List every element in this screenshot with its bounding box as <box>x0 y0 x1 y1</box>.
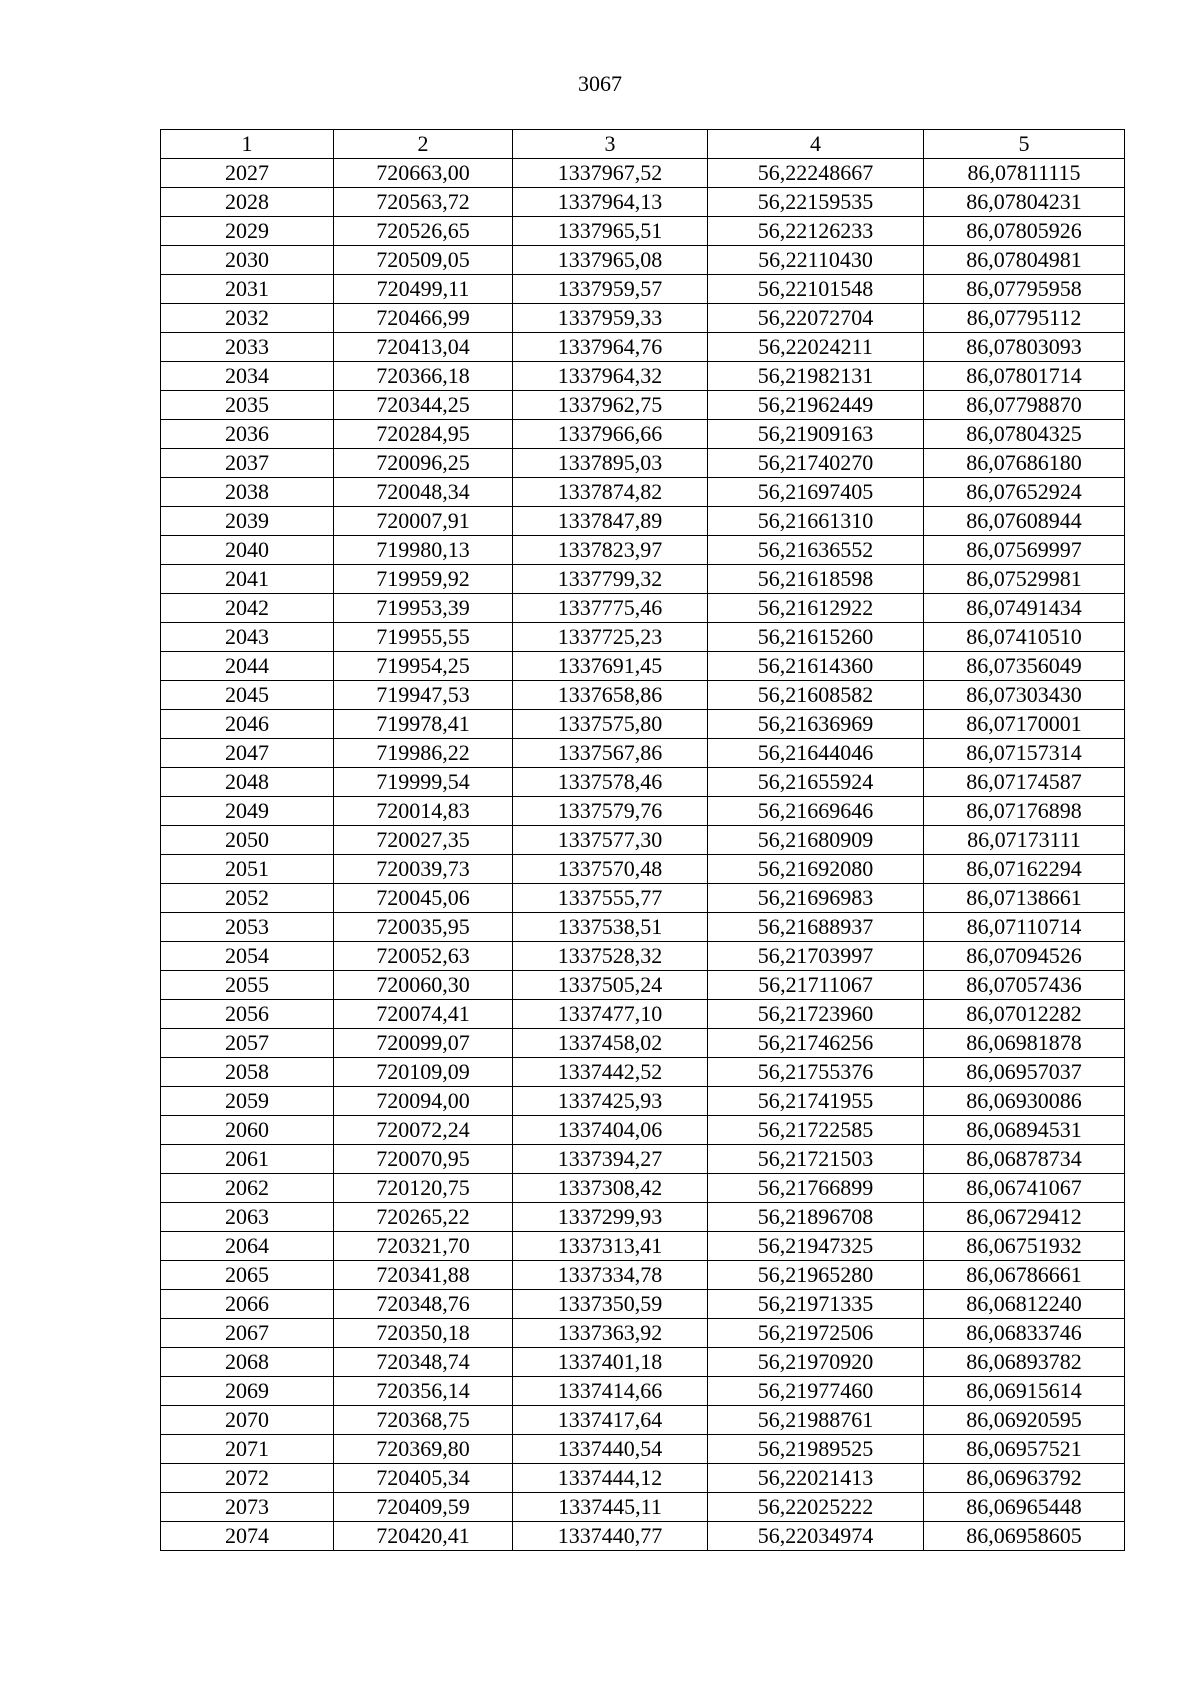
table-cell-col-3: 1337350,59 <box>513 1290 708 1319</box>
table-cell-col-2: 719947,53 <box>334 681 513 710</box>
table-cell-col-5: 86,07569997 <box>924 536 1125 565</box>
table-cell-col-4: 56,21644046 <box>708 739 924 768</box>
table-cell-col-4: 56,21612922 <box>708 594 924 623</box>
table-cell-col-4: 56,22072704 <box>708 304 924 333</box>
table-cell-col-1: 2065 <box>161 1261 334 1290</box>
table-cell-col-2: 720074,41 <box>334 1000 513 1029</box>
table-cell-col-3: 1337964,76 <box>513 333 708 362</box>
table-cell-col-3: 1337440,54 <box>513 1435 708 1464</box>
table-cell-col-1: 2052 <box>161 884 334 913</box>
table-cell-col-3: 1337401,18 <box>513 1348 708 1377</box>
table-cell-col-5: 86,07356049 <box>924 652 1125 681</box>
table-cell-col-4: 56,22110430 <box>708 246 924 275</box>
column-header-4: 4 <box>708 130 924 159</box>
table-cell-col-3: 1337445,11 <box>513 1493 708 1522</box>
table-cell-col-2: 719980,13 <box>334 536 513 565</box>
table-cell-col-1: 2069 <box>161 1377 334 1406</box>
table-cell-col-1: 2047 <box>161 739 334 768</box>
table-cell-col-5: 86,06893782 <box>924 1348 1125 1377</box>
table-row <box>161 855 1125 884</box>
table-cell-col-3: 1337965,51 <box>513 217 708 246</box>
table-cell-col-5: 86,07094526 <box>924 942 1125 971</box>
table-cell-col-2: 719986,22 <box>334 739 513 768</box>
table-cell-col-1: 2059 <box>161 1087 334 1116</box>
table-cell-col-1: 2046 <box>161 710 334 739</box>
table-row <box>161 1261 1125 1290</box>
table-cell-col-5: 86,06957521 <box>924 1435 1125 1464</box>
table-cell-col-4: 56,21988761 <box>708 1406 924 1435</box>
table-row <box>161 1029 1125 1058</box>
table-row <box>161 1435 1125 1464</box>
table-cell-col-3: 1337440,77 <box>513 1522 708 1551</box>
table-cell-col-4: 56,21909163 <box>708 420 924 449</box>
table-cell-col-3: 1337570,48 <box>513 855 708 884</box>
table-cell-col-1: 2040 <box>161 536 334 565</box>
table-row <box>161 1493 1125 1522</box>
table-row <box>161 449 1125 478</box>
table-row <box>161 478 1125 507</box>
table-cell-col-5: 86,07174587 <box>924 768 1125 797</box>
table-cell-col-2: 720070,95 <box>334 1145 513 1174</box>
table-cell-col-5: 86,07303430 <box>924 681 1125 710</box>
table-body <box>161 159 1125 1551</box>
table-cell-col-1: 2070 <box>161 1406 334 1435</box>
table-cell-col-5: 86,06741067 <box>924 1174 1125 1203</box>
table-cell-col-1: 2048 <box>161 768 334 797</box>
table-cell-col-1: 2054 <box>161 942 334 971</box>
table-cell-col-3: 1337874,82 <box>513 478 708 507</box>
table-cell-col-3: 1337775,46 <box>513 594 708 623</box>
table-cell-col-5: 86,06833746 <box>924 1319 1125 1348</box>
table-cell-col-2: 720014,83 <box>334 797 513 826</box>
table-cell-col-2: 720321,70 <box>334 1232 513 1261</box>
table-cell-col-3: 1337799,32 <box>513 565 708 594</box>
table-row <box>161 246 1125 275</box>
table-cell-col-4: 56,21741955 <box>708 1087 924 1116</box>
table-row <box>161 623 1125 652</box>
table-cell-col-1: 2028 <box>161 188 334 217</box>
table-cell-col-1: 2031 <box>161 275 334 304</box>
table-cell-col-5: 86,07157314 <box>924 739 1125 768</box>
table-cell-col-5: 86,07795112 <box>924 304 1125 333</box>
table-cell-col-5: 86,07801714 <box>924 362 1125 391</box>
table-cell-col-2: 720341,88 <box>334 1261 513 1290</box>
table-cell-col-1: 2071 <box>161 1435 334 1464</box>
table-row <box>161 1406 1125 1435</box>
table-cell-col-4: 56,22034974 <box>708 1522 924 1551</box>
table-cell-col-1: 2057 <box>161 1029 334 1058</box>
table-cell-col-3: 1337528,32 <box>513 942 708 971</box>
table-cell-col-4: 56,22159535 <box>708 188 924 217</box>
table-cell-col-2: 719959,92 <box>334 565 513 594</box>
table-cell-col-2: 720099,07 <box>334 1029 513 1058</box>
table-row <box>161 594 1125 623</box>
table-cell-col-2: 720368,75 <box>334 1406 513 1435</box>
table-cell-col-2: 720072,24 <box>334 1116 513 1145</box>
table-cell-col-5: 86,07803093 <box>924 333 1125 362</box>
table-cell-col-3: 1337444,12 <box>513 1464 708 1493</box>
table-cell-col-3: 1337425,93 <box>513 1087 708 1116</box>
table-cell-col-4: 56,21962449 <box>708 391 924 420</box>
table-cell-col-3: 1337505,24 <box>513 971 708 1000</box>
table-cell-col-4: 56,22101548 <box>708 275 924 304</box>
table-cell-col-2: 720052,63 <box>334 942 513 971</box>
table-cell-col-2: 719999,54 <box>334 768 513 797</box>
table-row <box>161 1058 1125 1087</box>
table-row <box>161 1203 1125 1232</box>
table-cell-col-3: 1337477,10 <box>513 1000 708 1029</box>
table-cell-col-3: 1337691,45 <box>513 652 708 681</box>
table-cell-col-2: 720048,34 <box>334 478 513 507</box>
table-cell-col-2: 720356,14 <box>334 1377 513 1406</box>
table-cell-col-3: 1337313,41 <box>513 1232 708 1261</box>
table-cell-col-4: 56,21947325 <box>708 1232 924 1261</box>
table-cell-col-5: 86,07176898 <box>924 797 1125 826</box>
table-cell-col-5: 86,06958605 <box>924 1522 1125 1551</box>
table-cell-col-5: 86,07162294 <box>924 855 1125 884</box>
table-cell-col-2: 720035,95 <box>334 913 513 942</box>
table-cell-col-4: 56,21711067 <box>708 971 924 1000</box>
table-cell-col-2: 720060,30 <box>334 971 513 1000</box>
table-cell-col-3: 1337965,08 <box>513 246 708 275</box>
table-cell-col-2: 720045,06 <box>334 884 513 913</box>
table-cell-col-2: 720369,80 <box>334 1435 513 1464</box>
table-cell-col-5: 86,07686180 <box>924 449 1125 478</box>
table-cell-col-4: 56,21896708 <box>708 1203 924 1232</box>
table-row <box>161 217 1125 246</box>
table-cell-col-5: 86,07804981 <box>924 246 1125 275</box>
table-cell-col-2: 719955,55 <box>334 623 513 652</box>
table-cell-col-4: 56,21972506 <box>708 1319 924 1348</box>
table-cell-col-5: 86,06729412 <box>924 1203 1125 1232</box>
table-cell-col-5: 86,07110714 <box>924 913 1125 942</box>
table-row <box>161 333 1125 362</box>
table-cell-col-1: 2050 <box>161 826 334 855</box>
table-cell-col-5: 86,07057436 <box>924 971 1125 1000</box>
table-row <box>161 1377 1125 1406</box>
table-cell-col-2: 720348,76 <box>334 1290 513 1319</box>
table-cell-col-1: 2039 <box>161 507 334 536</box>
table-cell-col-3: 1337823,97 <box>513 536 708 565</box>
table-cell-col-3: 1337308,42 <box>513 1174 708 1203</box>
table-cell-col-3: 1337959,57 <box>513 275 708 304</box>
table-cell-col-4: 56,21746256 <box>708 1029 924 1058</box>
table-cell-col-2: 720344,25 <box>334 391 513 420</box>
table-cell-col-1: 2032 <box>161 304 334 333</box>
table-cell-col-1: 2035 <box>161 391 334 420</box>
table-cell-col-3: 1337458,02 <box>513 1029 708 1058</box>
table-cell-col-4: 56,21692080 <box>708 855 924 884</box>
table-row <box>161 1000 1125 1029</box>
table-cell-col-4: 56,22024211 <box>708 333 924 362</box>
table-cell-col-4: 56,21669646 <box>708 797 924 826</box>
table-cell-col-2: 720094,00 <box>334 1087 513 1116</box>
table-cell-col-4: 56,21965280 <box>708 1261 924 1290</box>
table-cell-col-1: 2062 <box>161 1174 334 1203</box>
table-cell-col-4: 56,21722585 <box>708 1116 924 1145</box>
table-cell-col-5: 86,06963792 <box>924 1464 1125 1493</box>
table-row <box>161 1145 1125 1174</box>
table-cell-col-2: 720409,59 <box>334 1493 513 1522</box>
table-cell-col-4: 56,21971335 <box>708 1290 924 1319</box>
table-cell-col-3: 1337404,06 <box>513 1116 708 1145</box>
table-row <box>161 710 1125 739</box>
table-row <box>161 159 1125 188</box>
table-cell-col-2: 719954,25 <box>334 652 513 681</box>
table-cell-col-3: 1337334,78 <box>513 1261 708 1290</box>
table-cell-col-3: 1337847,89 <box>513 507 708 536</box>
table-cell-col-4: 56,22025222 <box>708 1493 924 1522</box>
table-cell-col-1: 2053 <box>161 913 334 942</box>
table-cell-col-1: 2074 <box>161 1522 334 1551</box>
table-cell-col-3: 1337966,66 <box>513 420 708 449</box>
table-row <box>161 1116 1125 1145</box>
table-cell-col-1: 2043 <box>161 623 334 652</box>
table-cell-col-3: 1337442,52 <box>513 1058 708 1087</box>
table-cell-col-1: 2073 <box>161 1493 334 1522</box>
table-cell-col-2: 720348,74 <box>334 1348 513 1377</box>
table-cell-col-4: 56,21696983 <box>708 884 924 913</box>
table-cell-col-3: 1337967,52 <box>513 159 708 188</box>
table-cell-col-1: 2066 <box>161 1290 334 1319</box>
column-header-1: 1 <box>161 130 334 159</box>
table-cell-col-2: 719978,41 <box>334 710 513 739</box>
table-header <box>161 130 1125 159</box>
table-cell-col-4: 56,22021413 <box>708 1464 924 1493</box>
table-cell-col-3: 1337414,66 <box>513 1377 708 1406</box>
table-cell-col-1: 2061 <box>161 1145 334 1174</box>
header-row <box>161 130 1125 159</box>
table-cell-col-3: 1337895,03 <box>513 449 708 478</box>
table-cell-col-1: 2045 <box>161 681 334 710</box>
table-cell-col-4: 56,21977460 <box>708 1377 924 1406</box>
table-cell-col-5: 86,07012282 <box>924 1000 1125 1029</box>
table-cell-col-2: 720039,73 <box>334 855 513 884</box>
table-cell-col-5: 86,06786661 <box>924 1261 1125 1290</box>
table-cell-col-3: 1337964,13 <box>513 188 708 217</box>
table-cell-col-5: 86,06965448 <box>924 1493 1125 1522</box>
table-cell-col-5: 86,07410510 <box>924 623 1125 652</box>
table-cell-col-1: 2068 <box>161 1348 334 1377</box>
table-row <box>161 304 1125 333</box>
table-row <box>161 739 1125 768</box>
table-cell-col-3: 1337962,75 <box>513 391 708 420</box>
table-row <box>161 1232 1125 1261</box>
table-cell-col-2: 720509,05 <box>334 246 513 275</box>
table-cell-col-1: 2049 <box>161 797 334 826</box>
table-cell-col-2: 720413,04 <box>334 333 513 362</box>
table-cell-col-1: 2055 <box>161 971 334 1000</box>
table-row <box>161 884 1125 913</box>
table-cell-col-5: 86,07173111 <box>924 826 1125 855</box>
table-cell-col-1: 2027 <box>161 159 334 188</box>
table-cell-col-4: 56,21636552 <box>708 536 924 565</box>
table-cell-col-4: 56,21740270 <box>708 449 924 478</box>
table-row <box>161 1174 1125 1203</box>
table-cell-col-5: 86,06894531 <box>924 1116 1125 1145</box>
table-cell-col-4: 56,21766899 <box>708 1174 924 1203</box>
table-cell-col-4: 56,21989525 <box>708 1435 924 1464</box>
table-cell-col-5: 86,06878734 <box>924 1145 1125 1174</box>
table-row <box>161 188 1125 217</box>
table-cell-col-5: 86,06915614 <box>924 1377 1125 1406</box>
table-row <box>161 942 1125 971</box>
table-cell-col-1: 2037 <box>161 449 334 478</box>
table-cell-col-4: 56,21661310 <box>708 507 924 536</box>
table-cell-col-2: 720420,41 <box>334 1522 513 1551</box>
table-cell-col-2: 720027,35 <box>334 826 513 855</box>
table-cell-col-5: 86,07608944 <box>924 507 1125 536</box>
table-row <box>161 275 1125 304</box>
table-cell-col-4: 56,21982131 <box>708 362 924 391</box>
table-cell-col-4: 56,21636969 <box>708 710 924 739</box>
table-cell-col-5: 86,06920595 <box>924 1406 1125 1435</box>
table-cell-col-3: 1337579,76 <box>513 797 708 826</box>
table-cell-col-4: 56,21655924 <box>708 768 924 797</box>
column-header-2: 2 <box>334 130 513 159</box>
table-cell-col-5: 86,07170001 <box>924 710 1125 739</box>
table-cell-col-5: 86,06930086 <box>924 1087 1125 1116</box>
table-cell-col-3: 1337363,92 <box>513 1319 708 1348</box>
table-cell-col-5: 86,06751932 <box>924 1232 1125 1261</box>
table-cell-col-2: 720096,25 <box>334 449 513 478</box>
table-row <box>161 420 1125 449</box>
table-cell-col-1: 2060 <box>161 1116 334 1145</box>
table-cell-col-4: 56,21680909 <box>708 826 924 855</box>
table-cell-col-2: 720663,00 <box>334 159 513 188</box>
table-cell-col-3: 1337658,86 <box>513 681 708 710</box>
column-header-5: 5 <box>924 130 1125 159</box>
table-cell-col-1: 2064 <box>161 1232 334 1261</box>
table-cell-col-2: 720366,18 <box>334 362 513 391</box>
table-cell-col-5: 86,07804231 <box>924 188 1125 217</box>
table-cell-col-1: 2033 <box>161 333 334 362</box>
table-cell-col-1: 2030 <box>161 246 334 275</box>
table-cell-col-3: 1337394,27 <box>513 1145 708 1174</box>
table-cell-col-4: 56,22126233 <box>708 217 924 246</box>
table-cell-col-1: 2044 <box>161 652 334 681</box>
table-row <box>161 681 1125 710</box>
table-cell-col-5: 86,06812240 <box>924 1290 1125 1319</box>
table-cell-col-3: 1337577,30 <box>513 826 708 855</box>
table-row <box>161 797 1125 826</box>
table-cell-col-2: 720007,91 <box>334 507 513 536</box>
table-cell-col-4: 56,21723960 <box>708 1000 924 1029</box>
table-cell-col-4: 56,21970920 <box>708 1348 924 1377</box>
table-cell-col-4: 56,22248667 <box>708 159 924 188</box>
table-cell-col-2: 720499,11 <box>334 275 513 304</box>
table-row <box>161 826 1125 855</box>
table-cell-col-3: 1337578,46 <box>513 768 708 797</box>
table-cell-col-3: 1337299,93 <box>513 1203 708 1232</box>
table-cell-col-3: 1337555,77 <box>513 884 708 913</box>
table-cell-col-1: 2029 <box>161 217 334 246</box>
table-cell-col-2: 720284,95 <box>334 420 513 449</box>
table-cell-col-5: 86,07491434 <box>924 594 1125 623</box>
table-cell-col-3: 1337575,80 <box>513 710 708 739</box>
table-cell-col-1: 2051 <box>161 855 334 884</box>
table-row <box>161 565 1125 594</box>
table-cell-col-2: 720466,99 <box>334 304 513 333</box>
table-cell-col-1: 2072 <box>161 1464 334 1493</box>
table-row <box>161 768 1125 797</box>
table-cell-col-5: 86,06957037 <box>924 1058 1125 1087</box>
table-cell-col-1: 2042 <box>161 594 334 623</box>
table-cell-col-4: 56,21755376 <box>708 1058 924 1087</box>
table-cell-col-1: 2063 <box>161 1203 334 1232</box>
table-cell-col-4: 56,21688937 <box>708 913 924 942</box>
table-cell-col-4: 56,21721503 <box>708 1145 924 1174</box>
table-cell-col-1: 2034 <box>161 362 334 391</box>
table-row <box>161 362 1125 391</box>
table-row <box>161 1464 1125 1493</box>
table-row <box>161 391 1125 420</box>
column-header-3: 3 <box>513 130 708 159</box>
table-row <box>161 1348 1125 1377</box>
table-cell-col-1: 2056 <box>161 1000 334 1029</box>
table-row <box>161 913 1125 942</box>
table-cell-col-1: 2036 <box>161 420 334 449</box>
table-cell-col-3: 1337959,33 <box>513 304 708 333</box>
table-cell-col-5: 86,07652924 <box>924 478 1125 507</box>
table-row <box>161 1319 1125 1348</box>
table-cell-col-2: 720526,65 <box>334 217 513 246</box>
table-cell-col-5: 86,07795958 <box>924 275 1125 304</box>
table-cell-col-3: 1337567,86 <box>513 739 708 768</box>
table-cell-col-5: 86,07798870 <box>924 391 1125 420</box>
table-row <box>161 1087 1125 1116</box>
table-cell-col-2: 720265,22 <box>334 1203 513 1232</box>
table-cell-col-5: 86,07138661 <box>924 884 1125 913</box>
page-number: 3067 <box>578 71 622 96</box>
table-cell-col-5: 86,06981878 <box>924 1029 1125 1058</box>
table-cell-col-1: 2058 <box>161 1058 334 1087</box>
table-cell-col-4: 56,21608582 <box>708 681 924 710</box>
table-cell-col-3: 1337538,51 <box>513 913 708 942</box>
table-cell-col-2: 720350,18 <box>334 1319 513 1348</box>
table-row <box>161 1290 1125 1319</box>
table-row <box>161 971 1125 1000</box>
table-cell-col-3: 1337417,64 <box>513 1406 708 1435</box>
coordinates-table <box>160 129 1125 1551</box>
table-cell-col-2: 720563,72 <box>334 188 513 217</box>
table-cell-col-2: 720120,75 <box>334 1174 513 1203</box>
table-row <box>161 507 1125 536</box>
table-cell-col-3: 1337964,32 <box>513 362 708 391</box>
table-cell-col-2: 720405,34 <box>334 1464 513 1493</box>
table-cell-col-4: 56,21614360 <box>708 652 924 681</box>
table-cell-col-3: 1337725,23 <box>513 623 708 652</box>
table-row <box>161 652 1125 681</box>
table-cell-col-5: 86,07805926 <box>924 217 1125 246</box>
table-cell-col-5: 86,07529981 <box>924 565 1125 594</box>
table-cell-col-4: 56,21618598 <box>708 565 924 594</box>
table-cell-col-4: 56,21703997 <box>708 942 924 971</box>
table-cell-col-1: 2041 <box>161 565 334 594</box>
table-cell-col-4: 56,21615260 <box>708 623 924 652</box>
table-cell-col-5: 86,07804325 <box>924 420 1125 449</box>
table-cell-col-2: 719953,39 <box>334 594 513 623</box>
table-cell-col-5: 86,07811115 <box>924 159 1125 188</box>
table-row <box>161 1522 1125 1551</box>
table-cell-col-2: 720109,09 <box>334 1058 513 1087</box>
table-cell-col-1: 2067 <box>161 1319 334 1348</box>
table-cell-col-1: 2038 <box>161 478 334 507</box>
table-cell-col-4: 56,21697405 <box>708 478 924 507</box>
table-row <box>161 536 1125 565</box>
